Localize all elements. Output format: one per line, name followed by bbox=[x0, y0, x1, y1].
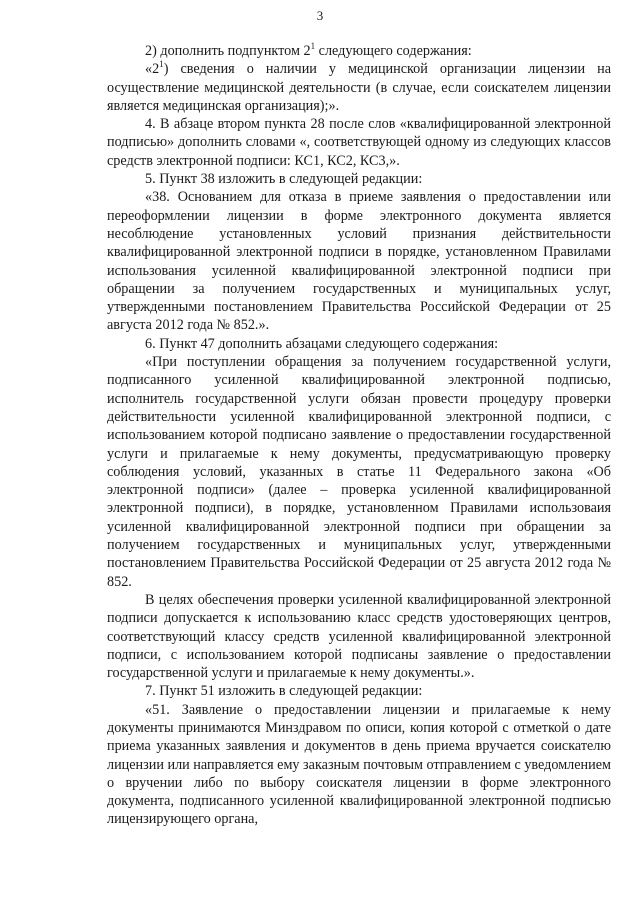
page-number: 3 bbox=[316, 8, 324, 23]
paragraph-text-end: следующего содержания: bbox=[315, 43, 472, 59]
paragraph-item-2-addition bbox=[107, 42, 611, 60]
paragraph-text-start: 2) дополнить подпунктом 2 bbox=[145, 43, 311, 59]
superscript-index: 1 bbox=[310, 41, 316, 51]
document-body bbox=[107, 42, 611, 829]
paragraph-text-start: «2 bbox=[145, 61, 160, 78]
paragraph-subitem-2-1 bbox=[107, 60, 611, 115]
paragraph-item-7: 7. Пункт 51 изложить в следующей редакции: bbox=[145, 683, 423, 700]
paragraph-item-5: 5. Пункт 38 изложить в следующей редакции: bbox=[145, 171, 423, 188]
paragraph-clause-51: «51. Заявление о предоставлении лицензии и прилагаемые к нему документы принимаются Минздравом по описи, копия которой с отметкой о дате приема указанных заявления и документов в день приема вручается соискателю лицензии или направляется ему заказным почтовым отправлением с уведомлением о вручении либо по выбору соискателя лицензии в форме электронного документа, подписанного усиленной квалифицированной электронной подписью лицензирующего органа, bbox=[107, 701, 612, 828]
paragraph-item-4: 4. В абзаце втором пункта 28 после слов «квалифицированной электронной подписью» дополнить словами «, соответствующей одному из следующих классов средств электронной подписи: КС1, КС2, КС3,». bbox=[107, 116, 611, 169]
paragraph-item-6: 6. Пункт 47 дополнить абзацами следующего содержания: bbox=[145, 335, 499, 352]
paragraph-clause-38: «38. Основанием для отказа в приеме заявления о предоставлении или переоформлении лицензии в форме электронного документа является несоблюдение установленных условий признания действительности квалифицированной электронной подписи в порядке, установленном Правилами использования усиленной квалифицированной электронной подписи при обращении за получением государственных и муниципальных услуг, утвержденными постановлением Правительства Российской Федерации от 25 августа 2012 года № 852.». bbox=[107, 189, 611, 334]
paragraph-text-end: ) сведения о наличии у медицинской организации лицензии на осуществление медицинской деятельности (в случае, если соискателем лицензии является медицинская организация);». bbox=[107, 61, 611, 114]
paragraph-clause-47-part-1: «При поступлении обращения за получением государственной услуги, подписанного усиленной квалифицированной электронной подписью, исполнитель государственной услуги обязан провести процедуру проверки действительности усиленной квалифицированной электронной подписи, с использованием которой подписано заявление о предоставлении государственной услуги и прилагаемые к нему документы, предусматривающую проверку соблюдения условий, указанных в статье 11 Федерального закона «Об электронной подписи» (далее – проверка усиленной квалифицированной электронной подписи), в порядке, установленном Правилами использоваия усиленной квалифицированной электронной подписи при обращении за получением государственных и муниципальных услуг, утвержденными постановлением Правительства Российской Федерации от 25 августа 2012 года № 852. bbox=[107, 354, 611, 590]
superscript-index: 1 bbox=[159, 59, 164, 70]
paragraph-clause-47-part-2: В целях обеспечения проверки усиленной квалифицированной электронной подписи допускается к использованию класс средств удостоверяющих центров, соответствующий классу средств усиленной квалифицированной электронной подписи, с использованием которой подписаны заявление о предоставлении государственной услуги и прилагаемые к нему документы.». bbox=[107, 591, 611, 682]
